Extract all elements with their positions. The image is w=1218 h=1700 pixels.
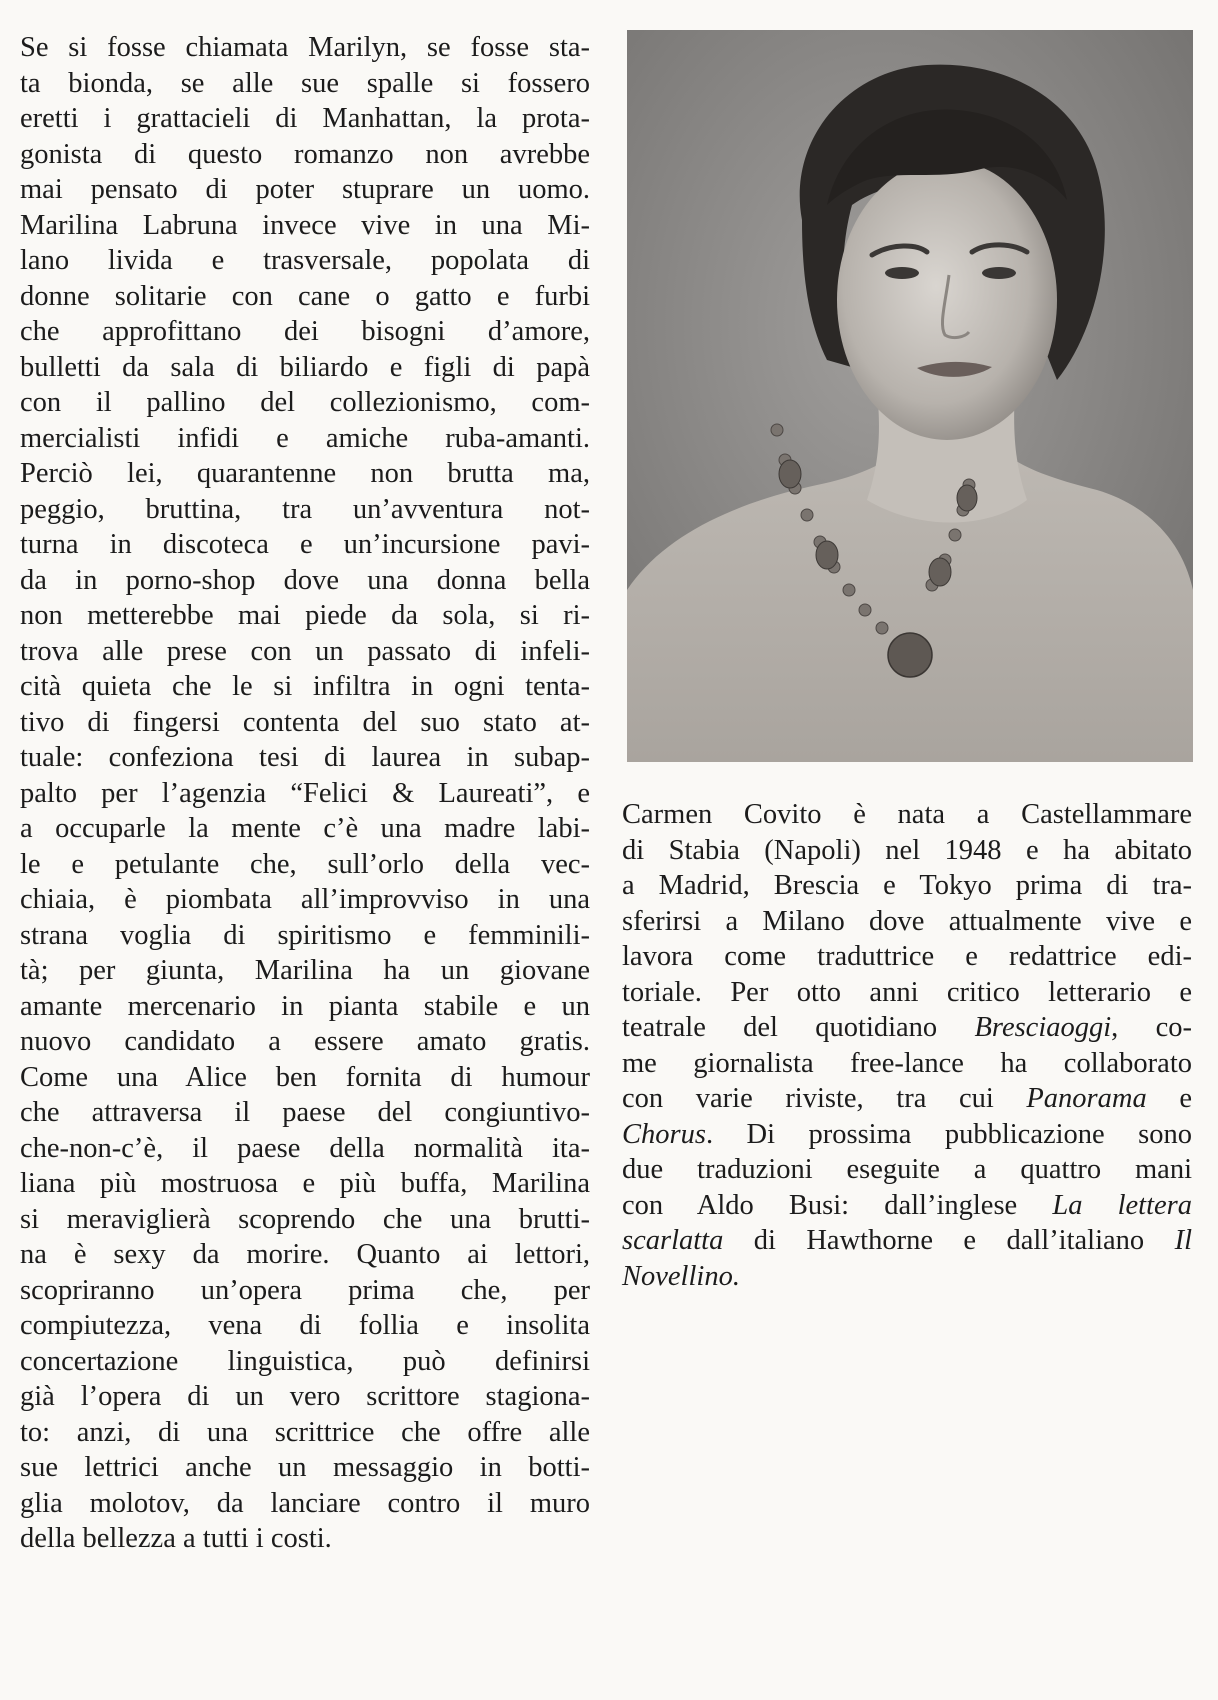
bio-line: due traduzioni eseguite a quattro mani — [622, 1154, 1192, 1185]
author-biography — [622, 797, 1192, 1294]
bio-text: . Di prossima pubblicazione sono — [705, 1118, 1192, 1150]
synopsis-line: palto per l’agenzia “Felici & Laureati”, e — [20, 777, 590, 809]
bio-line — [622, 1223, 1192, 1259]
book-title: Il — [1174, 1225, 1192, 1256]
magazine-title: Chorus — [622, 1118, 706, 1150]
synopsis-line: sue lettrici anche un messaggio in botti- — [20, 1452, 590, 1483]
bio-line: di Stabia (Napoli) nel 1948 e ha abitato — [622, 834, 1192, 866]
bio-text: e — [1146, 1083, 1192, 1114]
bio-text: di Hawthorne e dall’italiano — [723, 1225, 1175, 1256]
synopsis-line: na è sexy da morire. Quanto ai lettori, — [20, 1239, 590, 1270]
synopsis-line: turna in discoteca e un’incursione pavi- — [20, 529, 590, 560]
synopsis-line: amante mercenario in pianta stabile e un — [20, 990, 590, 1022]
synopsis-line: glia molotov, da lanciare contro il muro — [20, 1487, 590, 1519]
synopsis-line: tà; per giunta, Marilina ha un giovane — [20, 955, 590, 986]
synopsis-line: strana voglia di spiritismo e femminili- — [20, 919, 590, 951]
synopsis-line: tuale: confeziona tesi di laurea in subap- — [20, 742, 590, 773]
synopsis-text — [20, 30, 590, 1557]
synopsis-line: Come una Alice ben fornita di humour — [20, 1061, 590, 1093]
synopsis-line: scopriranno un’opera prima che, per — [20, 1274, 590, 1306]
bio-line — [622, 1188, 1192, 1224]
synopsis-line: con il pallino del collezionismo, com- — [20, 387, 590, 418]
bio-line: Carmen Covito è nata a Castellammare — [622, 799, 1192, 830]
synopsis-line: to: anzi, di una scrittrice che offre alle — [20, 1416, 590, 1448]
synopsis-line: concertazione linguistica, può definirsi — [20, 1345, 590, 1377]
synopsis-line: gonista di questo romanzo non avrebbe — [20, 138, 590, 170]
synopsis-line: compiutezza, vena di follia e insolita — [20, 1310, 590, 1341]
synopsis-line: trova alle prese con un passato di infeli- — [20, 635, 590, 667]
bio-line: a Madrid, Brescia e Tokyo prima di tra- — [622, 870, 1192, 901]
synopsis-line: Se si fosse chiamata Marilyn, se fosse sta- — [20, 32, 590, 63]
synopsis-line: eretti i grattacieli di Manhattan, la prota- — [20, 103, 590, 134]
book-title: La lettera — [1052, 1189, 1192, 1221]
synopsis-line: le e petulante che, sull’orlo della vec- — [20, 848, 590, 880]
bio-line: sferirsi a Milano dove attualmente vive e — [622, 905, 1192, 937]
synopsis-line: Perciò lei, quarantenne non brutta ma, — [20, 458, 590, 489]
bio-line — [622, 1259, 1192, 1295]
synopsis-line: liana più mostruosa e più buffa, Marilina — [20, 1168, 590, 1199]
synopsis-line: mercialisti infidi e amiche ruba-amanti. — [20, 422, 590, 454]
synopsis-line: peggio, bruttina, tra un’avventura not- — [20, 493, 590, 525]
bio-line — [622, 1010, 1192, 1046]
bio-line: lavora come traduttrice e redattrice edi- — [622, 941, 1192, 972]
synopsis-line: lano livida e trasversale, popolata di — [20, 245, 590, 276]
author-portrait-icon — [627, 30, 1193, 762]
synopsis-line: mai pensato di poter stuprare un uomo. — [20, 174, 590, 205]
bio-text: , co- — [1111, 1012, 1192, 1043]
bio-text: con Aldo Busi: dall’inglese — [622, 1189, 1053, 1221]
synopsis-line: Marilina Labruna invece vive in una Mi- — [20, 209, 590, 241]
bio-text: con varie riviste, tra cui — [622, 1083, 1027, 1114]
newspaper-title: Bresciaoggi — [974, 1012, 1112, 1043]
bio-line: me giornalista free-lance ha collaborato — [622, 1047, 1192, 1079]
synopsis-line: donne solitarie con cane o gatto e furbi — [20, 280, 590, 312]
synopsis-line: nuovo candidato a essere amato gratis. — [20, 1026, 590, 1057]
synopsis-line: chiaia, è piombata all’improvviso in una — [20, 884, 590, 915]
synopsis-line: tivo di fingersi contenta del suo stato at- — [20, 706, 590, 738]
synopsis-line: non metterebbe mai piede da sola, si ri- — [20, 600, 590, 631]
magazine-title: Panorama — [1026, 1083, 1147, 1114]
synopsis-line: ta bionda, se alle sue spalle si fossero — [20, 67, 590, 99]
book-title: scarlatta — [622, 1225, 724, 1256]
bio-line: toriale. Per otto anni critico letterario e — [622, 976, 1192, 1008]
synopsis-line: che-non-c’è, il paese della normalità ita- — [20, 1132, 590, 1164]
synopsis-line: bulletti da sala di biliardo e figli di papà — [20, 351, 590, 383]
synopsis-line: si meraviglierà scoprendo che una brutti- — [20, 1203, 590, 1235]
author-portrait-photo — [627, 30, 1193, 762]
synopsis-line: della bellezza a tutti i costi. — [20, 1523, 332, 1554]
synopsis-line: che attraversa il paese del congiuntivo- — [20, 1097, 590, 1128]
synopsis-line: già l’opera di un vero scrittore stagiona- — [20, 1381, 590, 1412]
bio-line — [622, 1117, 1192, 1153]
book-title: Novellino. — [622, 1260, 740, 1292]
synopsis-line: da in porno-shop dove una donna bella — [20, 564, 590, 596]
synopsis-line: cità quieta che le si infiltra in ogni tenta- — [20, 671, 590, 702]
bio-text: teatrale del quotidiano — [622, 1012, 975, 1043]
bio-line — [622, 1081, 1192, 1117]
synopsis-line: che approfittano dei bisogni d’amore, — [20, 316, 590, 347]
synopsis-line: a occuparle la mente c’è una madre labi- — [20, 813, 590, 844]
